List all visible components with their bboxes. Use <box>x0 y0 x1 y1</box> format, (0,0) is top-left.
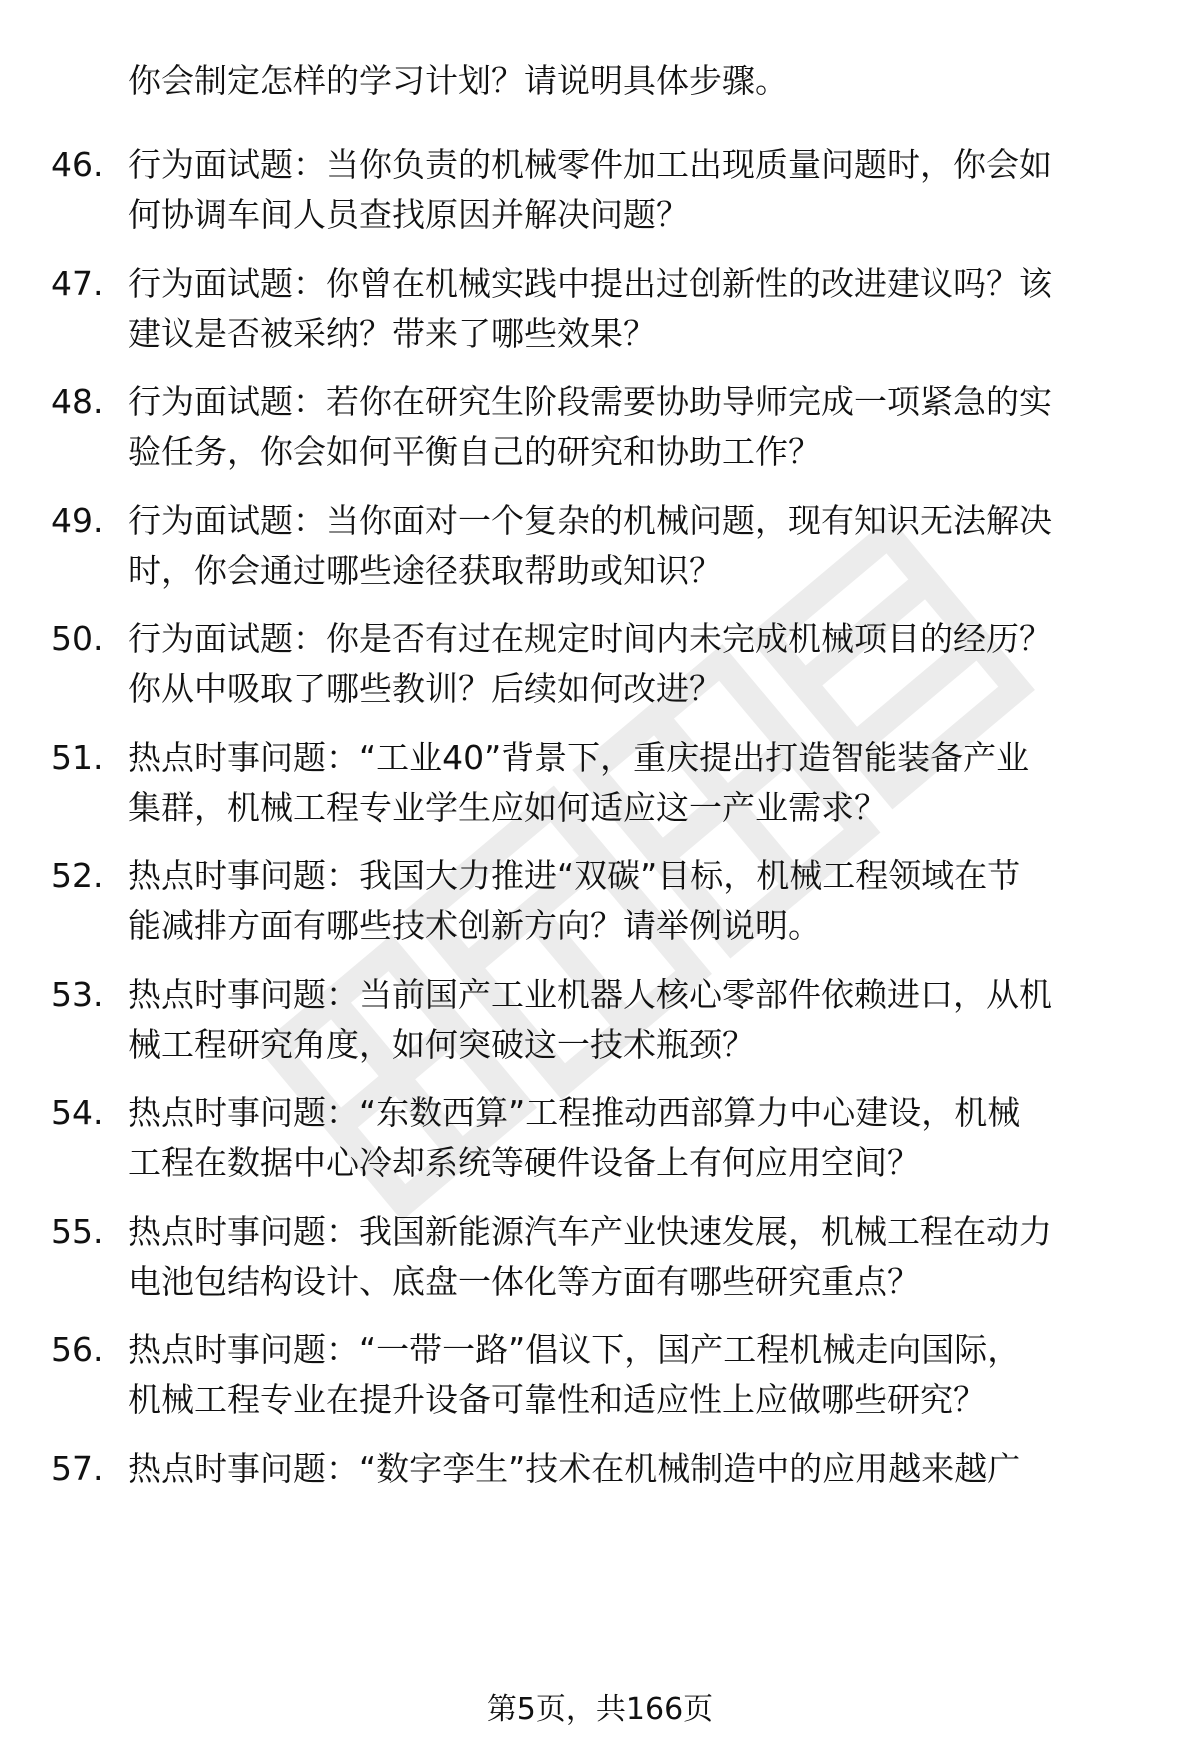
question-item <box>0 496 1200 606</box>
question-text-line: 械工程研究角度，如何突破这一技术瓶颈？ <box>128 1024 755 1064</box>
question-number: 47. <box>51 263 104 303</box>
question-text <box>128 970 1158 1070</box>
question-text-line: 热点时事问题：当前国产工业机器人核心零部件依赖进口，从机 <box>128 974 1052 1014</box>
question-text-line: 热点时事问题：“工业40”背景下，重庆提出打造智能装备产业 <box>128 737 1030 777</box>
question-text <box>128 496 1158 596</box>
question-item <box>0 377 1200 487</box>
question-text-line: 热点时事问题：我国大力推进“双碳”目标，机械工程领域在节 <box>128 856 1021 895</box>
question-number: 53. <box>51 974 104 1014</box>
question-number: 52. <box>51 856 104 895</box>
continuation-line: 你会制定怎样的学习计划？请说明具体步骤。 <box>128 61 788 100</box>
question-text <box>128 1444 1158 1494</box>
question-item <box>0 851 1200 961</box>
question-text <box>128 377 1158 477</box>
question-item <box>0 1444 1200 1554</box>
question-text <box>128 614 1158 714</box>
question-text <box>128 140 1158 240</box>
question-number: 49. <box>51 500 104 540</box>
question-number: 54. <box>51 1093 104 1132</box>
question-text-line: 何协调车间人员查找原因并解决问题？ <box>128 195 689 234</box>
question-text-line: 热点时事问题：“数字孪生”技术在机械制造中的应用越来越广 <box>128 1448 1021 1488</box>
question-text-line: 集群，机械工程专业学生应如何适应这一产业需求？ <box>128 787 887 827</box>
question-number: 50. <box>51 619 104 658</box>
question-item <box>0 1088 1200 1198</box>
question-text-line: 行为面试题：若你在研究生阶段需要协助导师完成一项紧急的实 <box>128 382 1052 421</box>
question-item <box>0 614 1200 724</box>
question-text <box>128 733 1158 833</box>
question-item <box>0 1207 1200 1317</box>
question-text <box>128 259 1158 359</box>
question-number: 55. <box>51 1211 104 1251</box>
question-text-line: 你从中吸取了哪些教训？后续如何改进？ <box>128 669 722 708</box>
question-number: 57. <box>51 1448 104 1488</box>
question-item <box>0 733 1200 843</box>
question-text <box>128 851 1158 951</box>
question-item <box>0 970 1200 1080</box>
question-text-line: 机械工程专业在提升设备可靠性和适应性上应做哪些研究？ <box>128 1380 986 1419</box>
question-text-line: 时，你会通过哪些途径获取帮助或知识？ <box>128 550 722 590</box>
question-text-line: 热点时事问题：我国新能源汽车产业快速发展，机械工程在动力 <box>128 1211 1052 1251</box>
question-text-line: 行为面试题：当你面对一个复杂的机械问题，现有知识无法解决 <box>128 500 1052 540</box>
question-number: 56. <box>51 1330 104 1369</box>
question-number: 51. <box>51 737 104 777</box>
question-number: 48. <box>51 382 104 421</box>
question-text-line: 行为面试题：你是否有过在规定时间内未完成机械项目的经历？ <box>128 619 1052 658</box>
question-text-line: 建议是否被采纳？带来了哪些效果？ <box>128 313 656 353</box>
question-item <box>0 140 1200 250</box>
page-footer: 第5页，共166页 <box>486 1692 714 1727</box>
question-text-line: 工程在数据中心冷却系统等硬件设备上有何应用空间？ <box>128 1143 920 1182</box>
question-text-line: 热点时事问题：“一带一路”倡议下，国产工程机械走向国际， <box>128 1330 1021 1369</box>
question-text <box>128 1207 1158 1307</box>
question-text <box>128 1088 1158 1188</box>
question-text-line: 行为面试题：当你负责的机械零件加工出现质量问题时，你会如 <box>128 145 1052 184</box>
question-text-line: 电池包结构设计、底盘一体化等方面有哪些研究重点？ <box>128 1261 920 1301</box>
question-text-line: 热点时事问题：“东数西算”工程推动西部算力中心建设，机械 <box>128 1093 1021 1132</box>
question-text-line: 行为面试题：你曾在机械实践中提出过创新性的改进建议吗？该 <box>128 263 1052 303</box>
question-number: 46. <box>51 145 104 184</box>
question-text <box>128 1325 1158 1425</box>
question-text-line: 能减排方面有哪些技术创新方向？请举例说明。 <box>128 906 821 945</box>
question-text-line: 验任务，你会如何平衡自己的研究和协助工作？ <box>128 432 821 471</box>
question-item <box>0 259 1200 369</box>
question-item <box>0 1325 1200 1435</box>
